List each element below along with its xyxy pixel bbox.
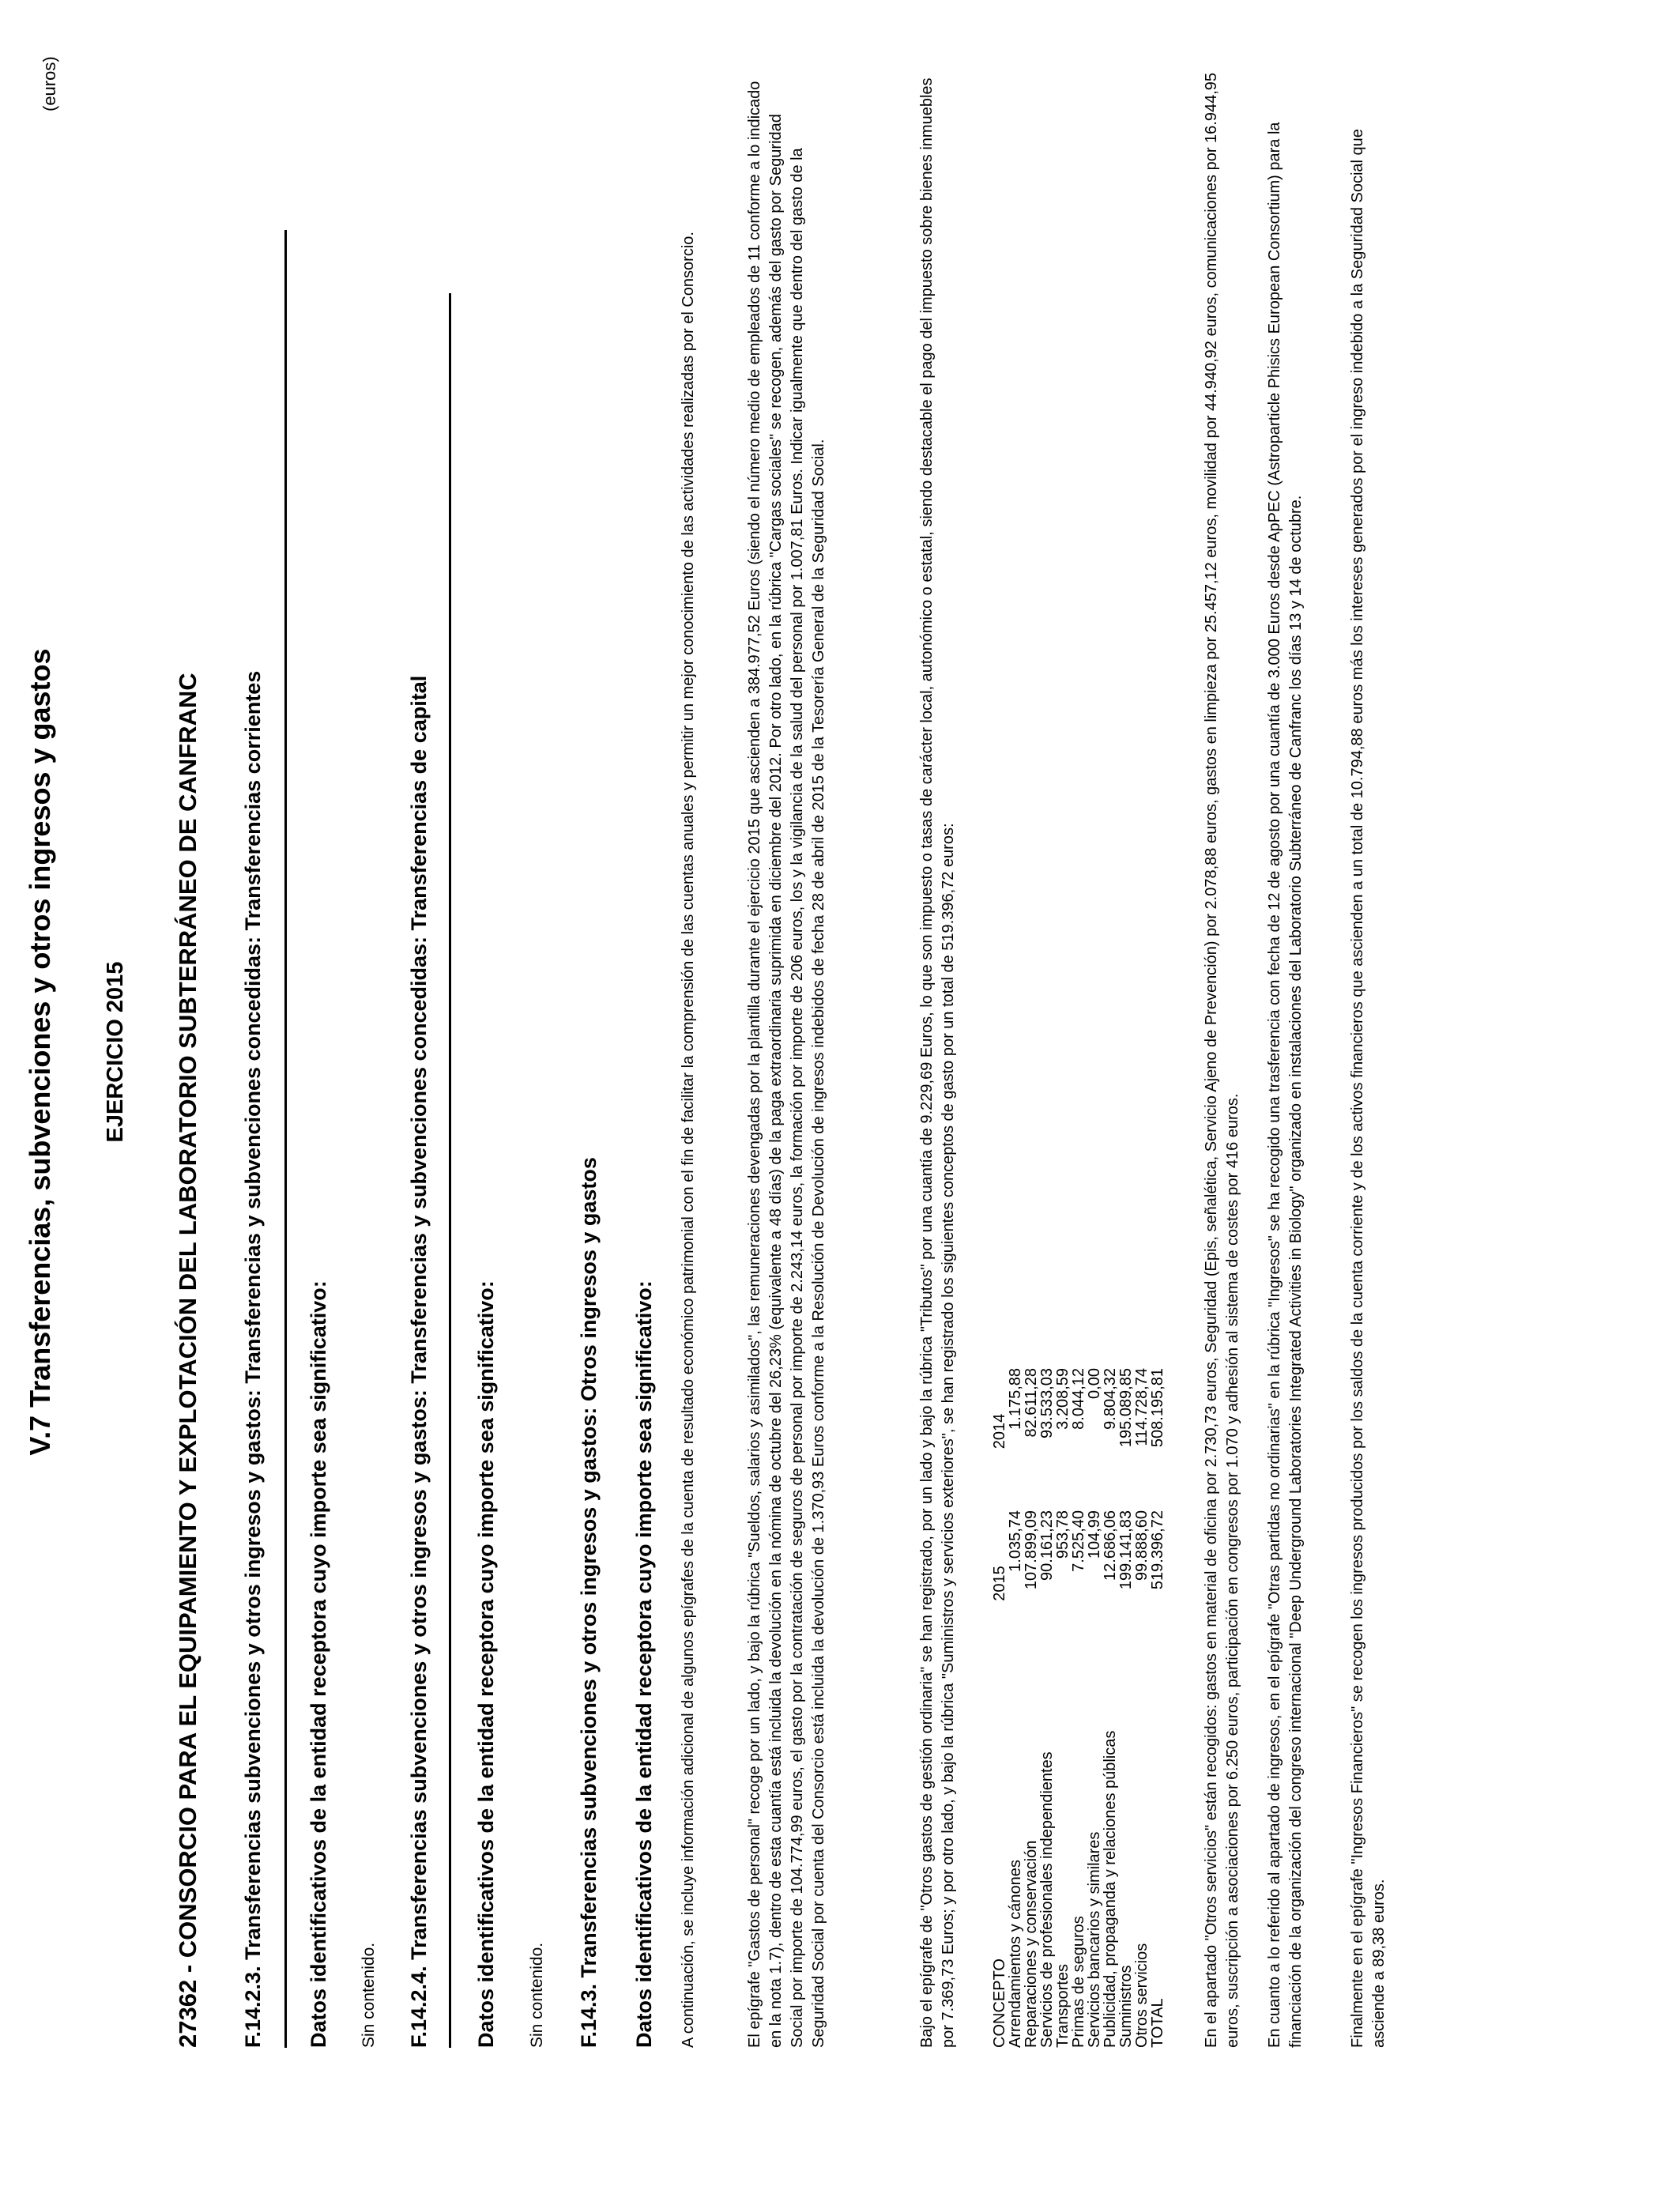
section-f1423-subtitle: Datos identificativos de la entidad receptora cuyo importe sea significativo: (307, 1280, 330, 2048)
row-value-2015: 12.686,06 (1102, 1510, 1119, 1581)
section-f1424-body: Sin contenido. (528, 1942, 546, 2048)
section-f143-subtitle: Datos identificativos de la entidad receptora cuyo importe sea significativo: (632, 1280, 656, 2048)
row-value-2015: 90.161,23 (1038, 1510, 1056, 1581)
management-expenses-paragraph: Bajo el epígrafe de "Otros gastos de gestión ordinaria" se han registrado, por un lado y bajo la rúbrica "Tributos" por una cuantía de 9.229,69 Euros, lo que son impuesto o tasas de carácter local, autonómico o estatal, siendo destacable el pago del impuesto sobre bienes inmuebles por 7.369,73 Euros; y por otro lado, y bajo la rúbrica "Suministros y servicios exteriores", se han registrado los siguientes conceptos de gasto por un total de 519.396,72 euros: (918, 77, 957, 2048)
row-value-2014: 195.089,85 (1117, 1368, 1135, 1448)
row-value-2015: 99.888,60 (1133, 1510, 1151, 1581)
row-value-2015: 7.525,40 (1070, 1510, 1087, 1572)
row-concept: Servicios de profesionales independientes (1038, 1751, 1056, 2048)
table-header-2015: 2015 (991, 1566, 1008, 1601)
row-concept: Primas de seguros (1070, 1916, 1087, 2048)
table-header-concept: CONCEPTO (991, 1958, 1008, 2048)
row-concept: Servicios bancarios y similares (1086, 1831, 1103, 2048)
row-value-2014: 0,00 (1086, 1368, 1103, 1399)
row-value-2014: 9.804,32 (1102, 1368, 1119, 1430)
section-f1423-title: F.14.2.3. Transferencias subvenciones y otros ingresos y gastos: Transferencias y subvenciones concedidas: Transferencias corrientes (241, 670, 265, 2048)
page-title: V.7 Transferencias, subvenciones y otros ingresos y gastos (24, 648, 56, 1456)
row-value-2015: 519.396,72 (1149, 1510, 1166, 1590)
income-paragraph: En cuanto a lo referido al apartado de ingresos, en el epígrafe "Otras partidas no ordinarias" en la rúbrica "Ingresos" se ha recogido una trasferencia con fecha de 12 de agosto por una cuantía de 3.000 Euros desde ApPEC (Astroparticle Phisics European Consortium) para la financiación de la organización del congreso internacional "Deep Underground Laboratories Integrated Activities in Biology" organizado en instalaciones del Laboratorio Subterráneo de Canfranc los días 13 y 14 de octubre. (1266, 122, 1305, 2048)
row-concept: Reparaciones y conservación (1023, 1840, 1040, 2048)
row-value-2014: 93.533,03 (1038, 1368, 1056, 1438)
row-value-2015: 1.035,74 (1007, 1510, 1024, 1572)
row-value-2014: 114.728,74 (1133, 1368, 1151, 1446)
row-concept: Arrendamientos y cánones (1007, 1860, 1024, 2048)
row-value-2014: 508.195,81 (1149, 1368, 1166, 1448)
row-concept: Transportes (1054, 1964, 1072, 2048)
section-f1423-body: Sin contenido. (360, 1942, 378, 2048)
row-concept: Otros servicios (1133, 1943, 1151, 2048)
intro-paragraph: A continuación, se incluye información adicional de algunos epígrafes de la cuenta de resultado económico patrimonial con el fin de facilitar la comprensión de las cuentas anuales y permitir un mejor conocimiento de las actividades realizadas por el Consorcio. (680, 232, 697, 2048)
row-concept: Publicidad, propaganda y relaciones públicas (1102, 1730, 1119, 2048)
exercise-label: EJERCICIO 2015 (103, 961, 128, 1143)
section-divider (284, 230, 287, 2048)
row-value-2014: 1.175,88 (1007, 1368, 1024, 1430)
financial-income-paragraph: Finalmente en el epígrafe "Ingresos Financieros" se recogen los ingresos producidos por los saldos de la cuenta corriente y de los activos financieros que ascienden a un total de 10.794,88 euros más los intereses generados por el ingreso indebido a la Seguridad Social que asciende a 89,38 euros. (1349, 129, 1388, 2048)
other-services-paragraph: En el apartado "Otros servicios" están recogidos: gastos en material de oficina por 2.730,73 euros, Seguridad (Epis, señalética, Servicio Ajeno de Prevención) por 2.078,88 euros, gastos en limpieza por 25.457,12 euros, movilidad por 44.940,92 euros, comunicaciones por 16.944,95 euros, suscripción a asociaciones por 6.250 euros, participación en congresos por 1.070 y adhesión al sistema de costes por 416 euros. (1203, 72, 1241, 2048)
row-concept: TOTAL (1149, 1998, 1166, 2048)
table-header-2014: 2014 (991, 1413, 1008, 1449)
row-concept: Suministros (1117, 1965, 1135, 2048)
personal-expenses-paragraph: El epígrafe "Gastos de personal" recoge por un lado, y bajo la rúbrica "Sueldos, salarios y asimilados", las remuneraciones devengadas por la plantilla durante el ejercicio 2015 que ascienden a 384.977,52 Euros (siendo el número medio de empleados de 11 conforme a lo indicado en la nota 1.7), dentro de esta cuantía está incluida la devolución en la nómina de octubre del 26,23% (equivalente a 48 días) de la paga extraordinaria suprimida en diciembre del 2012. Por otro lado, en la rúbrica "Cargas sociales" se recogen, además del gasto por Seguridad Social por importe de 104.774,99 euros, el gasto por la contratación de seguros de personal por importe de 2.243,14 euros, la formación por importe de 206 euros, los y la vigilancia de la salud del personal por 1.007,81 Euros. Indicar igualmente que dentro del gasto de la Seguridad Social por cuenta del Consorcio está incluida la devolución de 1.370,93 Euros conforme a la Resolución de Devolución de ingresos indebidos de fecha 28 de abril de 2015 de la Tesorería General de la Seguridad Social. (746, 81, 827, 2048)
section-f1424-title: F.14.2.4. Transferencias subvenciones y otros ingresos y gastos: Transferencias y subvenciones concedidas: Transferencias de capital (407, 675, 431, 2048)
organization-heading: 27362 - CONSORCIO PARA EL EQUIPAMIENTO Y EXPLOTACIÓN DEL LABORATORIO SUBTERRÁNEO DE CANFRANC (174, 673, 202, 2048)
section-divider (449, 293, 451, 2048)
row-value-2014: 8.044,12 (1070, 1368, 1087, 1430)
section-f143-title: F.14.3. Transferencias subvenciones y otros ingresos y gastos: Otros ingresos y gastos (577, 1157, 601, 2048)
section-f1424-subtitle: Datos identificativos de la entidad receptora cuyo importe sea significativo: (474, 1280, 498, 2048)
row-value-2015: 953,78 (1054, 1510, 1072, 1559)
row-value-2015: 107.899,09 (1023, 1510, 1040, 1590)
row-value-2014: 3.208,59 (1054, 1368, 1072, 1430)
row-value-2014: 82.611,28 (1023, 1368, 1040, 1438)
units-label: (euros) (40, 56, 59, 111)
row-value-2015: 199.141,83 (1117, 1510, 1135, 1590)
row-value-2015: 104,99 (1086, 1510, 1103, 1559)
